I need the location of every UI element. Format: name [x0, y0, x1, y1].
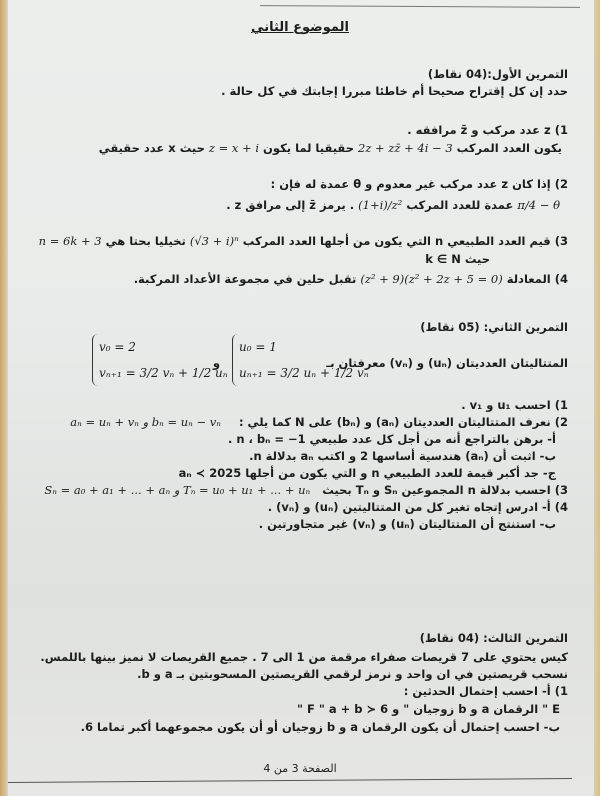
exercise1-q2-line1: 2) إذا كان z عدد مركب غير معدوم و θ عمدة له فإن :	[270, 177, 568, 191]
q4-text: 4) المعادلة	[506, 272, 568, 286]
exercise2-q2b: ب- اثبت أن (aₙ) هندسية أساسها 2 و اكتب aₙ بدلالة n.	[249, 449, 556, 463]
q2-text: 2) نعرف المتتاليتان العدديتان (aₙ) و (bₙ) على N كما يلي :	[238, 415, 568, 429]
q3-text2: تخيليا بحتا هي	[105, 234, 186, 248]
exercise2-q3	[44, 483, 568, 497]
exercise1-q1-line2	[99, 141, 562, 155]
page-number: الصفحة 3 من 4	[263, 762, 337, 775]
q3-expr2: n = 6k + 3	[38, 234, 102, 248]
system-and: و	[212, 356, 220, 370]
q1-expr2: z = x + i	[208, 141, 260, 155]
q3-expr: (√3 + i)ⁿ	[189, 234, 239, 248]
q3-text: 3) قيم العدد الطبيعي n التي يكون من أجلها العدد المركب	[242, 234, 568, 248]
q4-text2: تقبل حلين في مجموعة الأعداد المركبة.	[133, 272, 357, 286]
system-u-line1: u₀ = 1	[239, 340, 277, 354]
page-title: الموضوع الثاني	[251, 20, 349, 35]
exercise2-q4b: ب- استنتج أن المتتاليتان (uₙ) و (vₙ) غير متجاورتين .	[258, 517, 556, 531]
q2-expr2: (1+i)/z²	[358, 198, 403, 212]
exercise2-q2	[70, 415, 568, 429]
exercise1-q1-line1: 1) z عدد مركب و z̄ مرافقه .	[407, 123, 568, 137]
system-v	[92, 334, 228, 386]
exercise3-line4: E " الرقمان a و b زوجيان " و F " a + b ≻ 6 "	[297, 702, 560, 716]
system-u	[232, 334, 369, 386]
system-v-line2: vₙ₊₁ = 3/2 vₙ + 1/2 uₙ	[99, 366, 228, 380]
q2-expr1: π/4 − θ	[517, 198, 560, 212]
q1-text3: حيث x عدد حقيقي	[98, 141, 205, 155]
q1-text2: حقيقيا لما يكون	[263, 141, 354, 155]
q2-text1: عمدة للعدد المركب	[406, 198, 514, 212]
exercise1-heading: التمرين الأول:(04 نقاط)	[427, 67, 568, 81]
exercise3-line5: ب- احسب إحتمال أن يكون الرقمان a و b زوجيان أو أن يكون مجموعهما أكبر تماما 6.	[80, 720, 560, 734]
exercise2-q2a: أ- برهن بالتراجع أنه من أجل كل عدد طبيعي n ، bₙ = −1 .	[227, 432, 556, 446]
exercise2-q1: 1) احسب u₁ و v₁ .	[461, 398, 568, 412]
q2-expr: aₙ = uₙ + vₙ و bₙ = uₙ − vₙ	[70, 415, 221, 429]
q3-expr: Sₙ = a₀ + a₁ + ... + aₙ و Tₙ = u₀ + u₁ + ... + uₙ	[44, 483, 311, 497]
system-v-line1: v₀ = 2	[99, 340, 136, 354]
exercise3-line2: نسحب قريصتين في ان واحد و نرمز لرقمي القريصتين المسحوبتين بـ a و b.	[137, 667, 568, 681]
exercise2-intro: المتتاليتان العدديتان (uₙ) و (vₙ) معرفتان بـ	[326, 356, 568, 370]
q1-expr: 2z + zz̄ + 4i − 3	[358, 141, 453, 155]
q4-expr: (z² + 9)(z² + 2z + 5 = 0)	[360, 272, 503, 286]
exercise2-heading: التمرين الثاني: (05 نقاط)	[420, 320, 568, 334]
exercise1-q2-line2	[226, 198, 560, 212]
exercise1-q4	[134, 272, 568, 286]
exercise3-line1: كيس يحتوي على 7 قريصات صفراء مرقمة من 1 الى 7 . جميع القريصات لا نميز بينها باللمس.	[40, 650, 568, 664]
q2-text2: . يرمز z̄ إلى مرافق z .	[226, 198, 355, 212]
exercise1-q3-line2: حيث k ∈ N	[425, 252, 490, 266]
exercise1-instruction: حدد إن كل إقتراح صحيحا أم خاطئا مبررا إجابتك في كل حالة .	[221, 84, 568, 98]
q1-text: يكون العدد المركب	[456, 141, 562, 155]
exercise1-q3-line1	[39, 234, 568, 248]
exercise2-q4a: 4) أ- ادرس إتجاه تغير كل من المتتاليتين (uₙ) و (vₙ) .	[267, 500, 568, 514]
system-u-line2: uₙ₊₁ = 3/2 uₙ + 1/2 vₙ	[239, 366, 369, 380]
exercise3-heading: التمرين الثالث: (04 نقاط)	[419, 631, 568, 645]
exercise2-q2c: ج- جد أكبر قيمة للعدد الطبيعي n و التي يكون من أجلها aₙ ≺ 2025	[178, 466, 556, 480]
exercise3-line3: 1) أ- احسب إحتمال الحدثين :	[403, 684, 568, 698]
q3-text: 3) احسب بدلالة n المجموعين Sₙ و Tₙ بحيث	[322, 483, 568, 497]
